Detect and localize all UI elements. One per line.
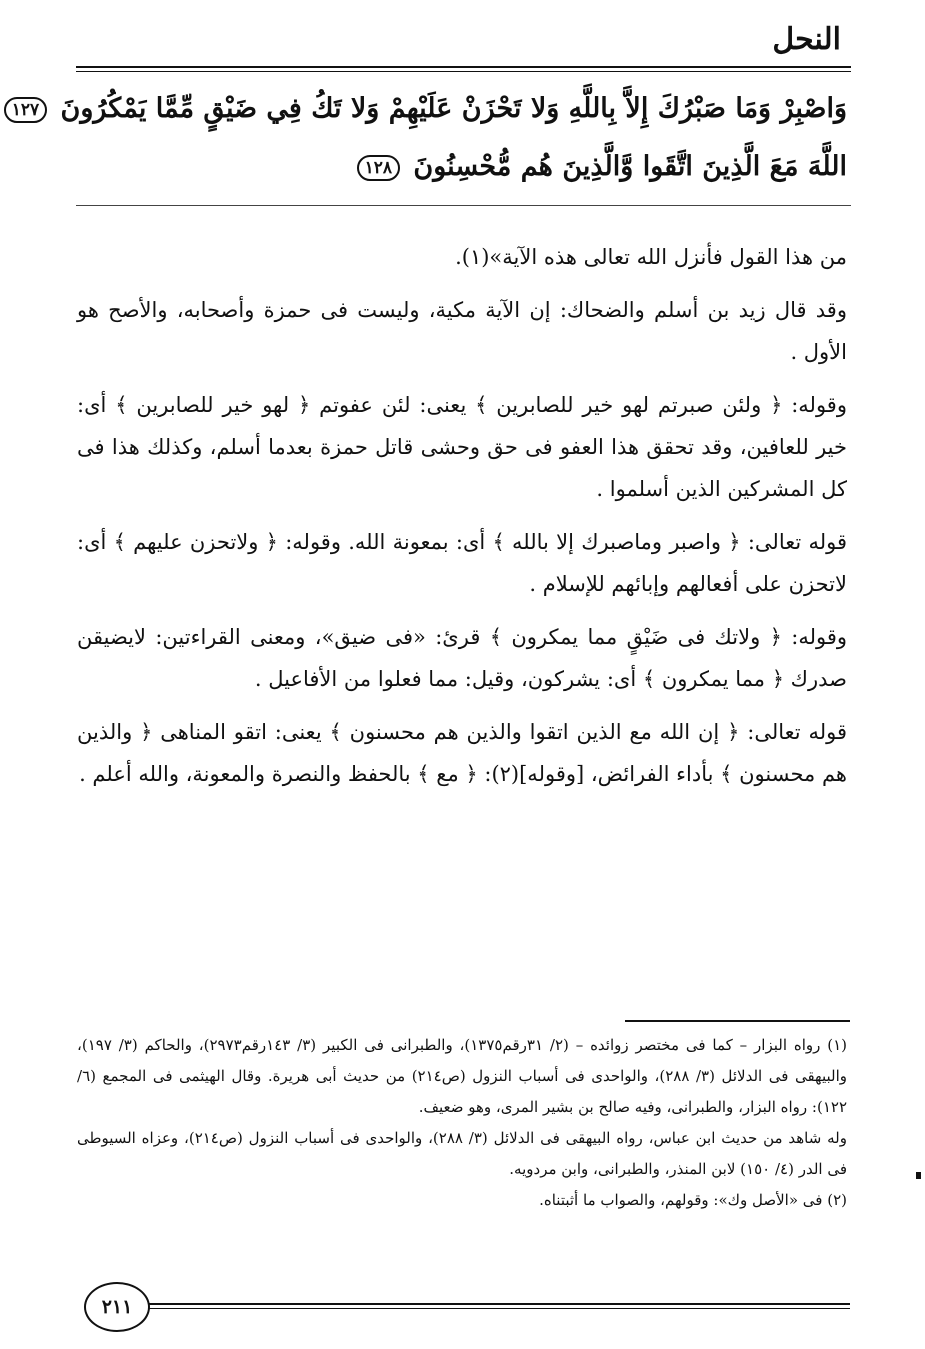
paragraph: قوله تعالى: ﴿ واصبر وماصبرك إلا بالله ﴾ أى: بمعونة الله. وقوله: ﴿ ولاتحزن عليهم ﴾ أى: لاتحزن على أفعالهم وإبائهم للإسلام .: [77, 530, 847, 596]
ayah-number-marker: ١٢٧: [4, 97, 47, 123]
footer-rule: [148, 1303, 850, 1305]
surah-title: النحل: [772, 22, 841, 57]
verse-text-1: وَاصْبِرْ وَمَا صَبْرُكَ إِلاَّ بِاللَّهِ وَلا تَحْزَنْ عَلَيْهِمْ وَلا تَكُ فِي ضَيْقٍ مِّمَّا يَمْكُرُونَ: [60, 93, 847, 124]
verse-divider: [76, 205, 851, 206]
header-rule-thick: [76, 66, 851, 68]
paragraph: قوله تعالى: ﴿ إن الله مع الذين اتقوا والذين هم محسنون ﴾ يعنى: اتقو المناهى ﴿ والذين هم محسنون ﴾ بأداء الفرائض، [وقوله](٢): ﴿ مع ﴾ بالحفظ والنصرة والمعونة، والله أعلم .: [77, 720, 847, 786]
footer-rule-thin: [148, 1308, 850, 1309]
paragraph: وقوله: ﴿ ولاتك فى ضَيْقٍ مما يمكرون ﴾ قرئ: «فى ضيق»، ومعنى القراءتين: لايضيقن صدرك ﴿ مما يمكرون ﴾ أى: يشركون، وقيل: مما فعلوا من الأفاعيل .: [77, 625, 847, 691]
paragraph: وقوله: ﴿ ولئن صبرتم لهو خير للصابرين ﴾ يعنى: لئن عفوتم ﴿ لهو خير للصابرين ﴾ أى: خير للعافين، وقد تحقق هذا العفو فى حق وحشى قاتل حمزة بعدما أسلم، وكذلك هذا فى كل المشركين الذين أسلموا .: [77, 393, 847, 501]
verse-line-2: [77, 138, 847, 196]
header-rule-thin: [76, 71, 851, 72]
footnote-separator: [625, 1020, 850, 1022]
ayah-number-marker: ١٢٨: [357, 155, 400, 181]
paragraph: من هذا القول فأنزل الله تعالى هذه الآية»(١).: [455, 245, 847, 269]
footnote-2: (٢) فى «الأصل وك»: وقولهم، والصواب ما أثبتناه.: [539, 1191, 847, 1209]
page-number: ٢١١: [84, 1282, 150, 1332]
footnote-1: (١) رواه البزار – كما فى مختصر زوائده – (٢/ ٣١رقم١٣٧٥)، والطبرانى فى الكبير (٣/ ١٤٣رقم٢٩٧٣)، والحاكم (٣/ ١٩٧)، والبيهقى فى الدلائل (٣/ ٢٨٨)، والواحدى فى أسباب النزول (ص٢١٤) من حديث أبى هريرة. وقال الهيثمى فى المجمع (٦/ ١٢٢): رواه البزار، والطبرانى، وفيه صالح بن بشير المرى، وهو ضعيف.: [77, 1036, 847, 1116]
commentary-text: [77, 236, 847, 806]
verse-text-2: اللَّهَ مَعَ الَّذِينَ اتَّقَوا وَّالَّذِينَ هُم مُّحْسِنُونَ: [413, 151, 847, 182]
verse-line-1: [11, 80, 847, 138]
scan-mark: [916, 1172, 921, 1179]
quran-verse-block: [11, 80, 847, 200]
paragraph: وقد قال زيد بن أسلم والضحاك: إن الآية مكية، وليست فى حمزة وأصحابه، والأصح هو الأول .: [77, 298, 847, 364]
footnote-1-continued: وله شاهد من حديث ابن عباس، رواه البيهقى فى الدلائل (٣/ ٢٨٨)، والواحدى فى أسباب النزول (ص٢١٤)، وعزاه السيوطى فى الدر (٤/ ١٥٠) لابن المنذر، والطبرانى، وابن مردويه.: [77, 1129, 847, 1178]
footnotes: [77, 1030, 847, 1216]
